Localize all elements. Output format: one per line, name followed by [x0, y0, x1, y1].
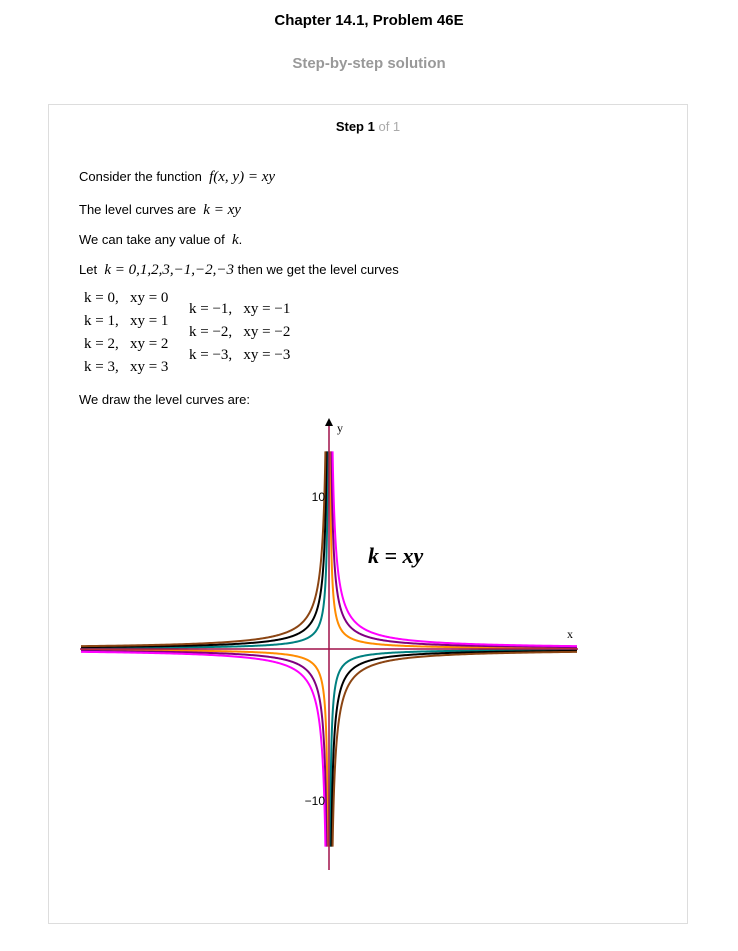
level-curve-k-1-left [81, 451, 328, 648]
level-curve-k2-left [81, 651, 327, 847]
any-value-line: We can take any value of k. [79, 232, 243, 248]
level-curve-k3-left [81, 652, 325, 847]
function-expression: f(x, y) = xy [209, 169, 276, 185]
k-variable: k [231, 232, 239, 248]
equation-row: k = 3, xy = 3 [84, 359, 169, 375]
x-axis-label: x [567, 627, 573, 641]
equation-row: k = −3, xy = −3 [189, 347, 291, 363]
level-curves-graph [80, 416, 580, 876]
step-header [49, 119, 687, 134]
equation-row: k = 0, xy = 0 [84, 290, 169, 306]
level-intro-text: The level curves are [79, 202, 197, 217]
then-text: then we get the level curves [237, 262, 399, 277]
level-curve-k-3-right [333, 652, 577, 847]
level-expression: k = xy [203, 202, 241, 218]
consider-line [79, 169, 275, 186]
graph-annotation: k = xy [368, 543, 424, 568]
any-value-text: We can take any value of [79, 232, 225, 247]
equation-row: k = −1, xy = −1 [189, 301, 291, 317]
let-text: Let [79, 262, 98, 277]
let-line [79, 262, 399, 279]
page-title: Chapter 14.1, Problem 46E [274, 12, 464, 29]
consider-text: Consider the function [79, 169, 202, 184]
k-values: k = 0,1,2,3,−1,−2,−3 [104, 262, 234, 278]
level-intro-line [79, 202, 241, 219]
y-tick-10: 10 [311, 490, 325, 504]
level-curve-k-3-left [81, 451, 325, 646]
equations-right [189, 301, 290, 370]
equations-left [84, 290, 168, 382]
equation-row: k = 1, xy = 1 [84, 313, 169, 329]
step-count: of 1 [378, 119, 401, 134]
y-axis-label: y [337, 421, 343, 435]
y-axis-arrow [325, 418, 333, 426]
level-curve-k-2-right [331, 651, 577, 847]
step-label: Step 1 [335, 119, 375, 134]
draw-text: We draw the level curves are: [79, 392, 250, 407]
equation-row: k = −2, xy = −2 [189, 324, 291, 340]
y-tick-minus-10: −10 [304, 794, 325, 808]
level-curve-k1-left [81, 650, 328, 847]
level-curve-k-1-right [330, 650, 577, 847]
solution-subtitle: Step-by-step solution [292, 55, 446, 72]
equation-row: k = 2, xy = 2 [84, 336, 169, 352]
level-curve-k-2-left [81, 451, 327, 647]
draw-line [79, 392, 250, 407]
